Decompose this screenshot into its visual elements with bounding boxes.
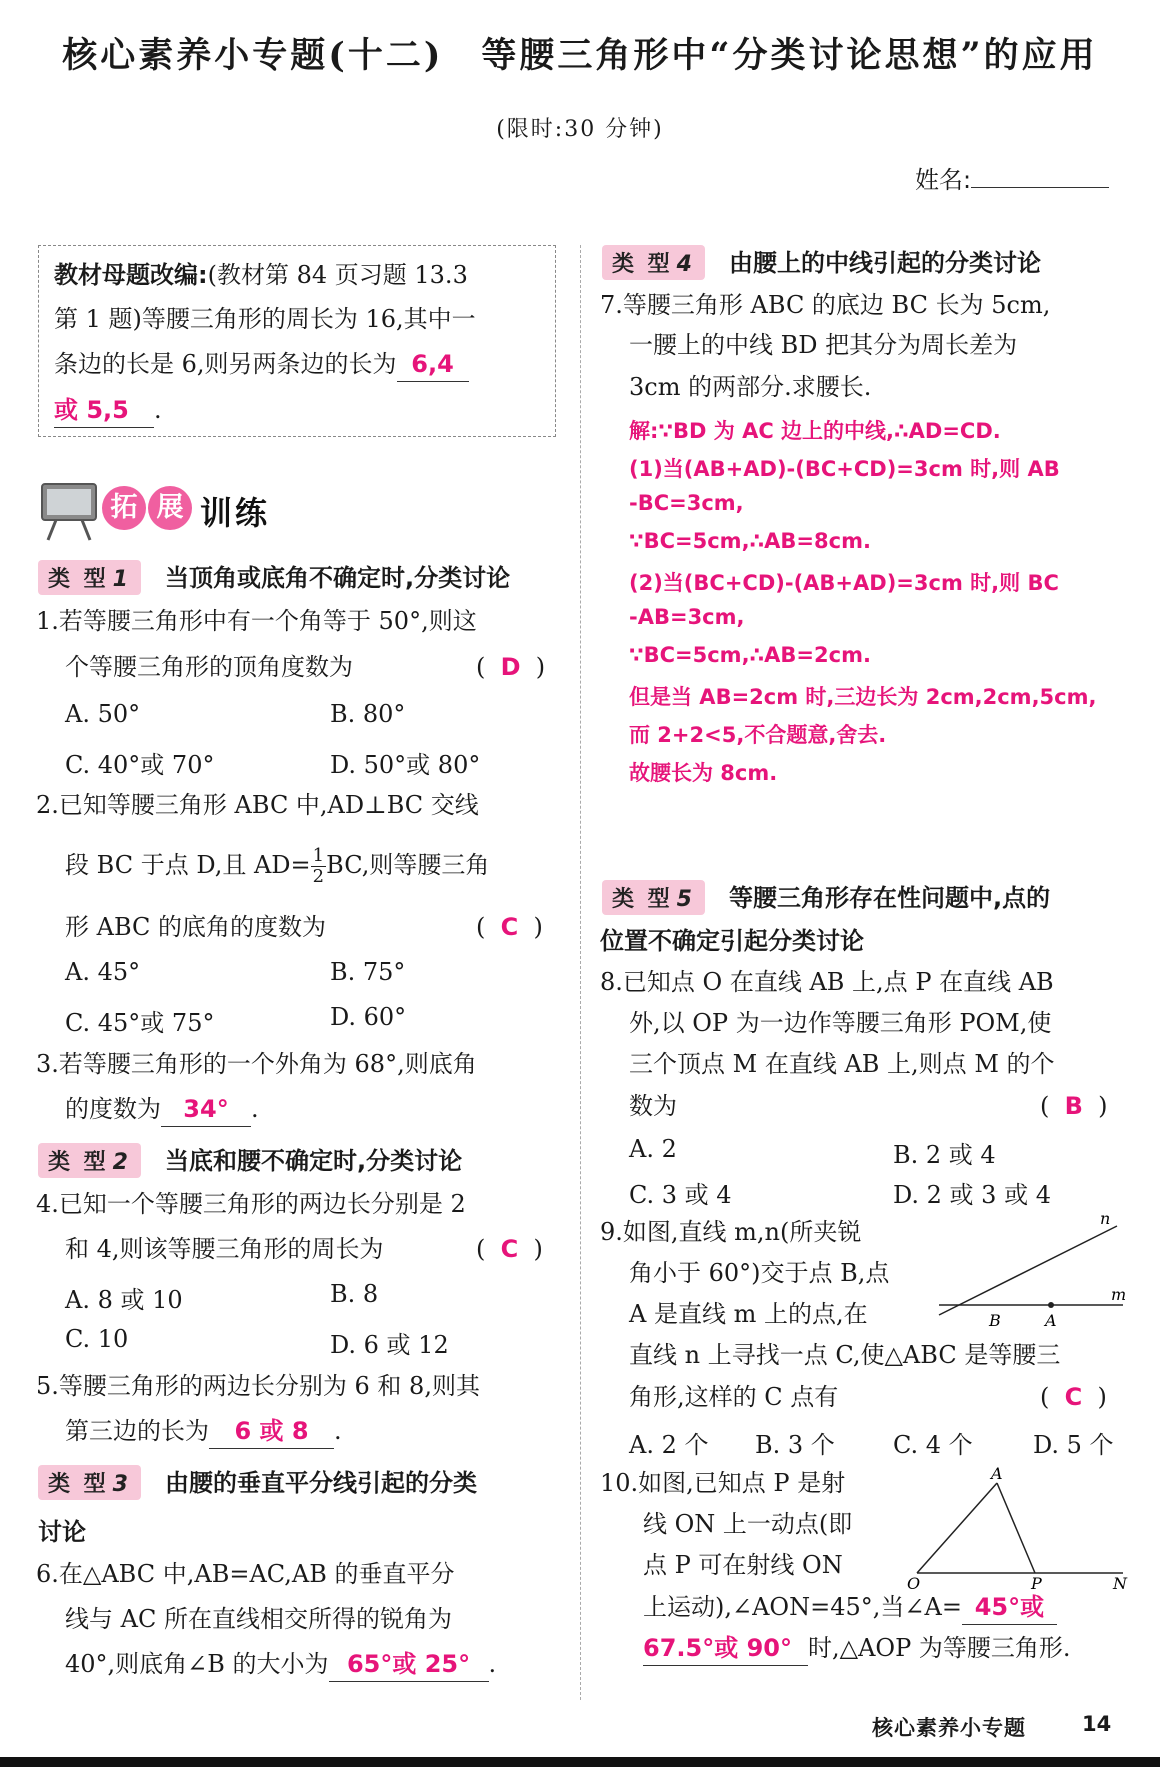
line-n [939, 1226, 1117, 1315]
q7-solution-6: -AB=3cm, [629, 605, 745, 629]
type-5-heading [602, 878, 1050, 915]
q6-line3: 40°,则底角∠B 的大小为 65°或 25° . [65, 1647, 496, 1682]
q1-line2: 个等腰三角形的顶角度数为 [65, 653, 353, 681]
q9-line4: 直线 n 上寻找一点 C,使△ABC 是等腰三 [629, 1341, 1061, 1369]
type-5-title: 等腰三角形存在性问题中,点的 [728, 884, 1051, 912]
q1-option-d[interactable]: D. 50°或 80° [330, 751, 481, 779]
page-number: 14 [1082, 1712, 1112, 1736]
q9-option-c[interactable]: C. 4 个 [893, 1431, 973, 1459]
q10-line4: 上运动),∠AON=45°,当∠A= 45°或 [643, 1590, 1057, 1625]
q7-solution-2: (1)当(AB+AD)-(BC+CD)=3cm 时,则 AB [629, 457, 1060, 481]
q10-figure [905, 1465, 1130, 1590]
type-4-heading [602, 243, 1041, 280]
banner-text: 训练 [200, 494, 271, 532]
q4-option-c[interactable]: C. 10 [65, 1325, 129, 1353]
label-p: P [1031, 1574, 1042, 1590]
easel-icon [36, 478, 106, 542]
q8-option-a[interactable]: A. 2 [629, 1135, 677, 1163]
textbook-line3-text: 条边的长是 6,则另两条边的长为 [54, 350, 397, 378]
q7-solution-3: -BC=3cm, [629, 491, 744, 515]
label-b: B [989, 1311, 1001, 1330]
label-n: N [1113, 1574, 1127, 1590]
q7-solution-4: ∵BC=5cm,∴AB=8cm. [629, 529, 871, 553]
q7-solution-1: 解:∵BD 为 AC 边上的中线,∴AD=CD. [629, 419, 1001, 443]
label-n: n [1100, 1210, 1111, 1228]
q1-line1: 1.若等腰三角形中有一个角等于 50°,则这 [36, 607, 477, 635]
textbook-label: 教材母题改编: [54, 261, 208, 289]
q2-answer: ( C ) [476, 913, 543, 941]
footer-label: 核心素养小专题 [872, 1716, 1026, 1740]
q1-option-a[interactable]: A. 50° [65, 700, 141, 728]
q6-answer: 65°或 25° [329, 1647, 489, 1682]
type-5-tag: 类 型 5 [602, 880, 705, 915]
q7-solution-5: (2)当(BC+CD)-(AB+AD)=3cm 时,则 BC [629, 571, 1059, 595]
type-1-heading [38, 558, 510, 595]
q8-option-d[interactable]: D. 2 或 3 或 4 [893, 1181, 1051, 1209]
q3-answer: 34° [161, 1092, 251, 1127]
bottom-bar [0, 1757, 1160, 1767]
name-label: 姓名: [915, 166, 972, 194]
q1-option-c[interactable]: C. 40°或 70° [65, 751, 215, 779]
type-1-title: 当顶角或底角不确定时,分类讨论 [164, 564, 511, 592]
label-o: O [907, 1574, 921, 1590]
q3-line2: 的度数为 34° . [65, 1092, 259, 1127]
q4-option-d[interactable]: D. 6 或 12 [330, 1331, 449, 1359]
textbook-line2: 第 1 题)等腰三角形的周长为 16,其中一 [54, 305, 476, 333]
q4-line2: 和 4,则该等腰三角形的周长为 [65, 1235, 384, 1263]
segment-oa [917, 1483, 997, 1573]
q9-option-a[interactable]: A. 2 个 [629, 1431, 709, 1459]
page-title: 核心素养小专题(十二) 等腰三角形中“分类讨论思想”的应用 [62, 35, 1098, 76]
q4-answer: ( C ) [476, 1235, 543, 1263]
banner-char-1: 拓 [102, 486, 146, 530]
q7-solution-9: 而 2+2<5,不合题意,舍去. [629, 723, 887, 747]
type-1-tag: 类 型 1 [38, 560, 141, 595]
q2-option-c[interactable]: C. 45°或 75° [65, 1009, 215, 1037]
q8-option-b[interactable]: B. 2 或 4 [893, 1141, 996, 1169]
type-4-tag: 类 型 4 [602, 245, 705, 280]
q10-line3: 点 P 可在射线 ON [643, 1551, 843, 1579]
textbook-answer-1: 6,4 [397, 347, 469, 382]
q7-line2: 一腰上的中线 BD 把其分为周长差为 [629, 331, 1018, 359]
q7-solution-7: ∵BC=5cm,∴AB=2cm. [629, 643, 871, 667]
q3-line1: 3.若等腰三角形的一个外角为 68°,则底角 [36, 1050, 477, 1078]
q9-line1: 9.如图,直线 m,n(所夹锐 [600, 1218, 862, 1246]
type-5-title-cont: 位置不确定引起分类讨论 [600, 927, 864, 955]
q1-answer: ( D ) [476, 653, 546, 681]
q9-line5: 角形,这样的 C 点有 [629, 1383, 839, 1411]
q8-line1: 8.已知点 O 在直线 AB 上,点 P 在直线 AB [600, 968, 1054, 996]
q10-line1: 10.如图,已知点 P 是射 [600, 1469, 846, 1497]
column-divider [580, 245, 581, 1700]
time-limit: (限时:30 分钟) [496, 117, 664, 142]
q7-line1: 7.等腰三角形 ABC 的底边 BC 长为 5cm, [600, 291, 1051, 319]
q8-line2: 外,以 OP 为一边作等腰三角形 POM,使 [629, 1009, 1052, 1037]
textbook-line1-text: (教材第 84 页习题 13.3 [207, 261, 468, 289]
name-field [915, 160, 1109, 195]
q10-answer-2: 67.5°或 90° [643, 1631, 808, 1666]
label-a: A [991, 1465, 1003, 1483]
segment-ap [997, 1483, 1035, 1573]
type-2-title: 当底和腰不确定时,分类讨论 [164, 1147, 463, 1175]
banner-char-2: 展 [148, 486, 192, 530]
textbook-answer-2: 或 5,5 [54, 393, 154, 428]
q2-option-d[interactable]: D. 60° [330, 1003, 407, 1031]
q8-line3: 三个顶点 M 在直线 AB 上,则点 M 的个 [629, 1050, 1055, 1078]
q2-line2: 段 BC 于点 D,且 AD= $\frac{1}{2}$ BC,则等腰三角 [65, 845, 490, 887]
label-m: m [1111, 1285, 1127, 1304]
label-a: A [1045, 1311, 1057, 1330]
q2-option-a[interactable]: A. 45° [65, 958, 141, 986]
q2-option-b[interactable]: B. 75° [330, 958, 406, 986]
q7-solution-8: 但是当 AB=2cm 时,三边长为 2cm,2cm,5cm, [629, 685, 1097, 709]
q5-line2: 第三边的长为 6 或 8 . [65, 1414, 342, 1449]
type-3-title-cont: 讨论 [38, 1518, 86, 1546]
q4-line1: 4.已知一个等腰三角形的两边长分别是 2 [36, 1190, 466, 1218]
q6-line2: 线与 AC 所在直线相交所得的锐角为 [65, 1605, 452, 1633]
q10-line5: 67.5°或 90° 时,△AOP 为等腰三角形. [643, 1631, 1071, 1666]
q9-option-b[interactable]: B. 3 个 [755, 1431, 835, 1459]
q2-line1: 2.已知等腰三角形 ABC 中,AD⊥BC 交线 [36, 791, 479, 819]
q8-option-c[interactable]: C. 3 或 4 [629, 1181, 732, 1209]
q2-fraction: $\frac{1}{2}$ [312, 845, 325, 887]
type-4-title: 由腰上的中线引起的分类讨论 [728, 249, 1041, 277]
q4-option-a[interactable]: A. 8 或 10 [65, 1286, 183, 1314]
type-2-tag: 类 型 2 [38, 1143, 141, 1178]
q9-option-d[interactable]: D. 5 个 [1033, 1431, 1114, 1459]
q1-option-b[interactable]: B. 80° [330, 700, 406, 728]
q8-line4: 数为 [629, 1092, 677, 1120]
q6-line1: 6.在△ABC 中,AB=AC,AB 的垂直平分 [36, 1560, 455, 1588]
q10-line2: 线 ON 上一动点(即 [643, 1510, 853, 1538]
q9-figure [935, 1210, 1130, 1330]
q7-line3: 3cm 的两部分.求腰长. [629, 373, 872, 401]
name-blank[interactable] [971, 163, 1109, 188]
q9-line3: A 是直线 m 上的点,在 [629, 1300, 868, 1328]
type-3-heading [38, 1463, 477, 1500]
q5-line1: 5.等腰三角形的两边长分别为 6 和 8,则其 [36, 1372, 480, 1400]
textbook-line3 [54, 347, 469, 382]
q10-answer-1: 45°或 [962, 1590, 1057, 1625]
type-2-heading [38, 1141, 462, 1178]
point-a [1048, 1302, 1054, 1308]
textbook-line1 [54, 258, 468, 292]
q8-answer: ( B ) [1040, 1092, 1108, 1120]
q9-answer: ( C ) [1040, 1383, 1107, 1411]
textbook-line4 [54, 393, 162, 428]
extension-banner [36, 478, 306, 542]
type-3-title: 由腰的垂直平分线引起的分类 [164, 1469, 477, 1497]
q5-answer: 6 或 8 [209, 1414, 334, 1449]
q4-option-b[interactable]: B. 8 [330, 1280, 379, 1308]
q2-line3: 形 ABC 的底角的度数为 [65, 913, 327, 941]
q9-line2: 角小于 60°)交于点 B,点 [629, 1259, 890, 1287]
type-3-tag: 类 型 3 [38, 1465, 141, 1500]
q7-solution-10: 故腰长为 8cm. [629, 761, 778, 785]
textbook-end: . [154, 396, 162, 424]
